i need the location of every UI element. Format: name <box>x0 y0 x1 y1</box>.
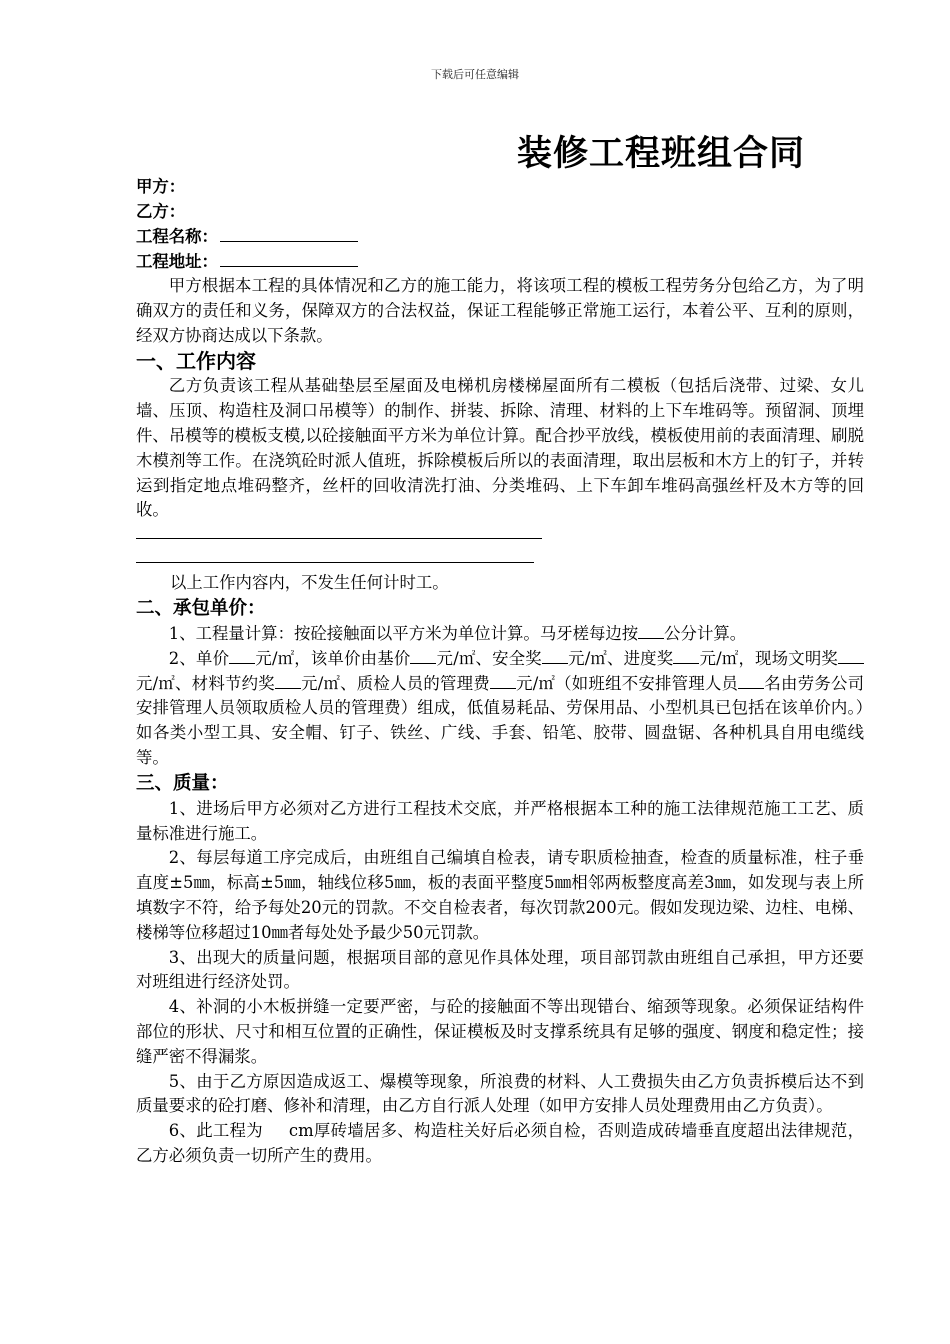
intro-paragraph: 甲方根据本工程的具体情况和乙方的施工能力，将该项工程的模板工程劳务分包给乙方，为了明确双方的责任和义务，保障双方的合法权益，保证工程能够正常施工运行，本着公平、互利的原则，经双方协商达成以下条款。 <box>136 276 864 345</box>
project-name-field: 工程名称： <box>136 224 864 249</box>
section-3-item-3: 3、出现大的质量问题，根据项目部的意见作具体处理，项目部罚款由班组自己承担，甲方还要对班组进行经济处罚。 <box>136 947 864 992</box>
section-1-heading: 一、工作内容 <box>136 349 256 374</box>
section-3-item-5: 5、由于乙方原因造成返工、爆模等现象，所浪费的材料、人工费损失由乙方负责拆模后达不到质量要求的砼打磨、修补和清理，由乙方自行派人处理（如甲方安排人员处理费用由乙方负责）。 <box>136 1071 864 1116</box>
project-address-field: 工程地址： <box>136 249 864 274</box>
blank-field <box>638 624 664 639</box>
party-b-field: 乙方： <box>136 202 186 221</box>
section-1-note: 以上工作内容内，不发生任何计时工。 <box>170 573 449 593</box>
section-3-item-2: 2、每层每道工序完成后，由班组自己编填自检表，请专职质检抽查，检查的质量标准，柱子垂直度±5㎜，标高±5㎜，轴线位移5㎜，板的表面平整度5㎜相邻两板整度高差3㎜，如发现与表上所填数字不符，给予每处20元的罚款。不交自检表者，每次罚款200元。假如发现边梁、边柱、电梯、楼梯等位移超过10㎜者每处处予最少50元罚款。 <box>136 848 864 942</box>
section-3-item-4: 4、补洞的小木板拼缝一定要严密，与砼的接触面不等出现错台、缩颈等现象。必须保证结构件部位的形状、尺寸和相互位置的正确性，保证模板及时支撑系统具有足够的强度、钢度和稳定性；接缝严密不得漏浆。 <box>136 997 864 1066</box>
blank-field <box>542 649 568 664</box>
blank-field <box>275 674 301 689</box>
blank-field <box>673 649 699 664</box>
blank-field <box>490 674 516 689</box>
section-3-heading: 三、质量： <box>136 772 229 794</box>
blank-field <box>229 649 255 664</box>
section-2-heading: 二、承包单价： <box>136 597 266 619</box>
section-3-item-1: 1、进场后甲方必须对乙方进行工程技术交底，并严格根据本工种的施工法律规范施工工艺、质量标准进行施工。 <box>136 798 864 843</box>
project-address-blank <box>220 252 358 267</box>
blank-field <box>738 674 764 689</box>
blank-line-2 <box>136 562 534 563</box>
project-name-blank <box>220 227 358 242</box>
blank-field <box>410 649 436 664</box>
contract-title: 装修工程班组合同 <box>517 134 806 174</box>
section-3-item-6: 6、此工程为 cm厚砖墙居多、构造柱关好后必须自检，否则造成砖墙垂直度超出法律规范，乙方必须负责一切所产生的费用。 <box>136 1121 864 1165</box>
section-2-item-2: 2、单价 元/㎡，该单价由基价 元/㎡、安全奖 元/㎡、进度奖 元/㎡，现场文明奖元/㎡、材料节约奖 元/㎡、质检人员的管理费 元/㎡（如班组不安排管理人员 名由劳务公司安排管理人员领取质检人员的管理费）组成，低值易耗品、劳保用品、小型机具已包括在该单价内。）如各类小型工具、安全帽、钉子、铁丝、广线、手套、铅笔、胶带、圆盘锯、各种机具自用电缆线等。 <box>136 648 864 767</box>
section-2-item-1: 1、工程量计算：按砼接触面以平方米为单位计算。马牙槎每边按 公分计算。 <box>168 623 747 643</box>
section-1-paragraph: 乙方负责该工程从基础垫层至屋面及电梯机房楼梯屋面所有二模板（包括后浇带、过梁、女儿墙、压顶、构造柱及洞口吊模等）的制作、拼装、拆除、清理、材料的上下车堆码等。预留洞、顶埋件、吊模等的模板支模,以砼接触面平方米为单位计算。配合抄平放线，模板使用前的表面清理、刷脱木模剂等工作。在浇筑砼时派人值班，拆除模板后所以的表面清理，取出层板和木方上的钉子，并转运到指定地点堆码整齐，丝杆的回收清洗打油、分类堆码、上下车卸车堆码高强丝杆及木方等的回收。 <box>136 376 864 520</box>
party-a-field: 甲方： <box>136 177 186 196</box>
blank-field <box>838 649 864 664</box>
header-note: 下载后可任意编辑 <box>431 68 519 81</box>
blank-line-1 <box>136 538 542 539</box>
contract-body <box>136 174 864 1169</box>
